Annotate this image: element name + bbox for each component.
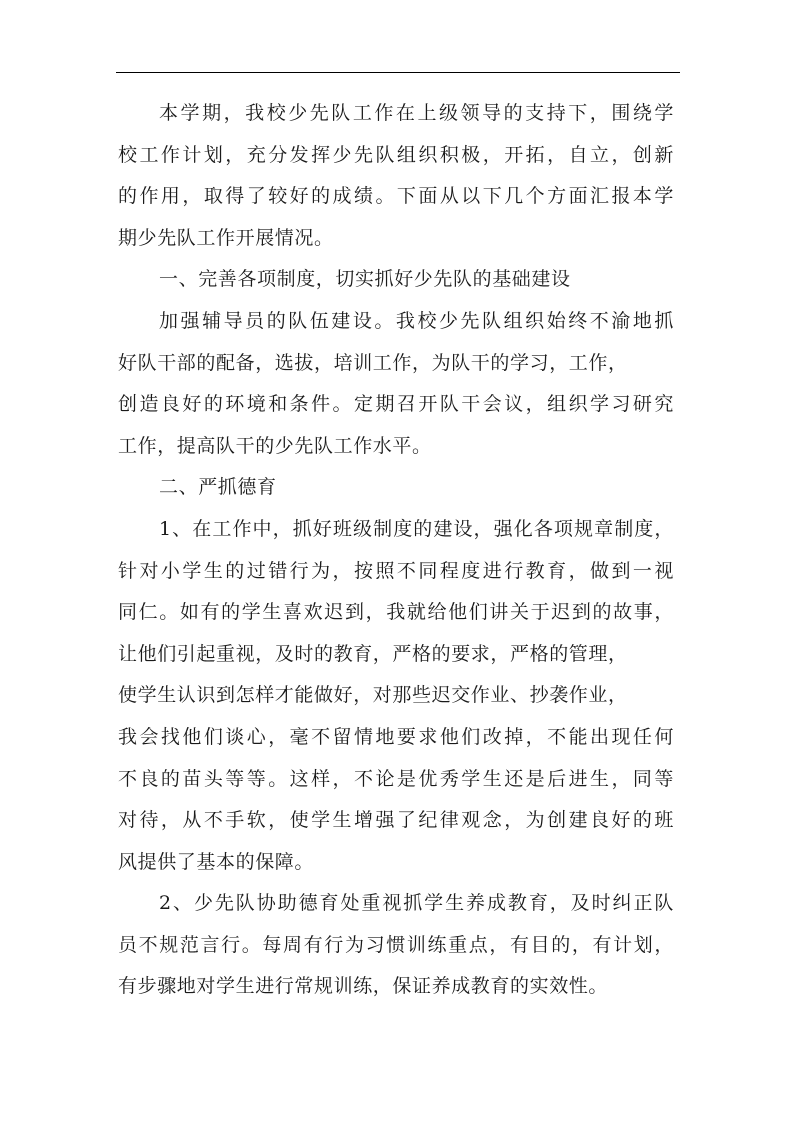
text-line: 本学期，我校少先队工作在上级领导的支持下，围绕学 (159, 102, 674, 124)
text-line: 针对小学生的过错行为，按照不同程度进行教育，做到一视 (118, 559, 674, 582)
text-line: 加强辅导员的队伍建设。我校少先队组织始终不渝地抓 (159, 309, 674, 332)
text-line: 的作用，取得了较好的成绩。下面从以下几个方面汇报本学 (118, 185, 674, 208)
text-line: 工作，提高队干的少先队工作水平。 (118, 434, 432, 457)
text-line: 使学生认识到怎样才能做好，对那些迟交作业、抄袭作业， (118, 684, 628, 707)
text-line: 1、在工作中，抓好班级制度的建设，强化各项规章制度， (159, 517, 674, 540)
text-line: 不良的苗头等等。这样，不论是优秀学生还是后进生，同等 (118, 767, 674, 790)
text-line: 员不规范言行。每周有行为习惯训练重点，有目的，有计划， (118, 933, 674, 956)
section-heading: 一、完善各项制度，切实抓好少先队的基础建设 (159, 268, 571, 291)
text-line: 期少先队工作开展情况。 (118, 226, 334, 249)
text-line: 对待，从不手软，使学生增强了纪律观念，为创建良好的班 (118, 809, 674, 832)
section-heading: 二、严抓德育 (159, 476, 277, 499)
header-rule (116, 72, 680, 73)
text-line: 风提供了基本的保障。 (118, 850, 315, 873)
document-body (118, 93, 674, 1008)
text-line: 创造良好的环境和条件。定期召开队干会议，组织学习研究 (118, 393, 674, 416)
text-line: 我会找他们谈心，毫不留情地要求他们改掉，不能出现任何 (118, 725, 674, 748)
text-line: 有步骤地对学生进行常规训练，保证养成教育的实效性。 (118, 975, 609, 998)
text-line: 2、少先队协助德育处重视抓学生养成教育，及时纠正队 (159, 892, 674, 915)
text-line: 校工作计划，充分发挥少先队组织积极，开拓，自立，创新 (118, 143, 674, 166)
text-line: 好队干部的配备，选拔，培训工作，为队干的学习，工作， (118, 351, 628, 374)
text-line: 同仁。如有的学生喜欢迟到，我就给他们讲关于迟到的故事， (118, 601, 674, 624)
text-line: 让他们引起重视，及时的教育，严格的要求，严格的管理， (118, 642, 628, 665)
